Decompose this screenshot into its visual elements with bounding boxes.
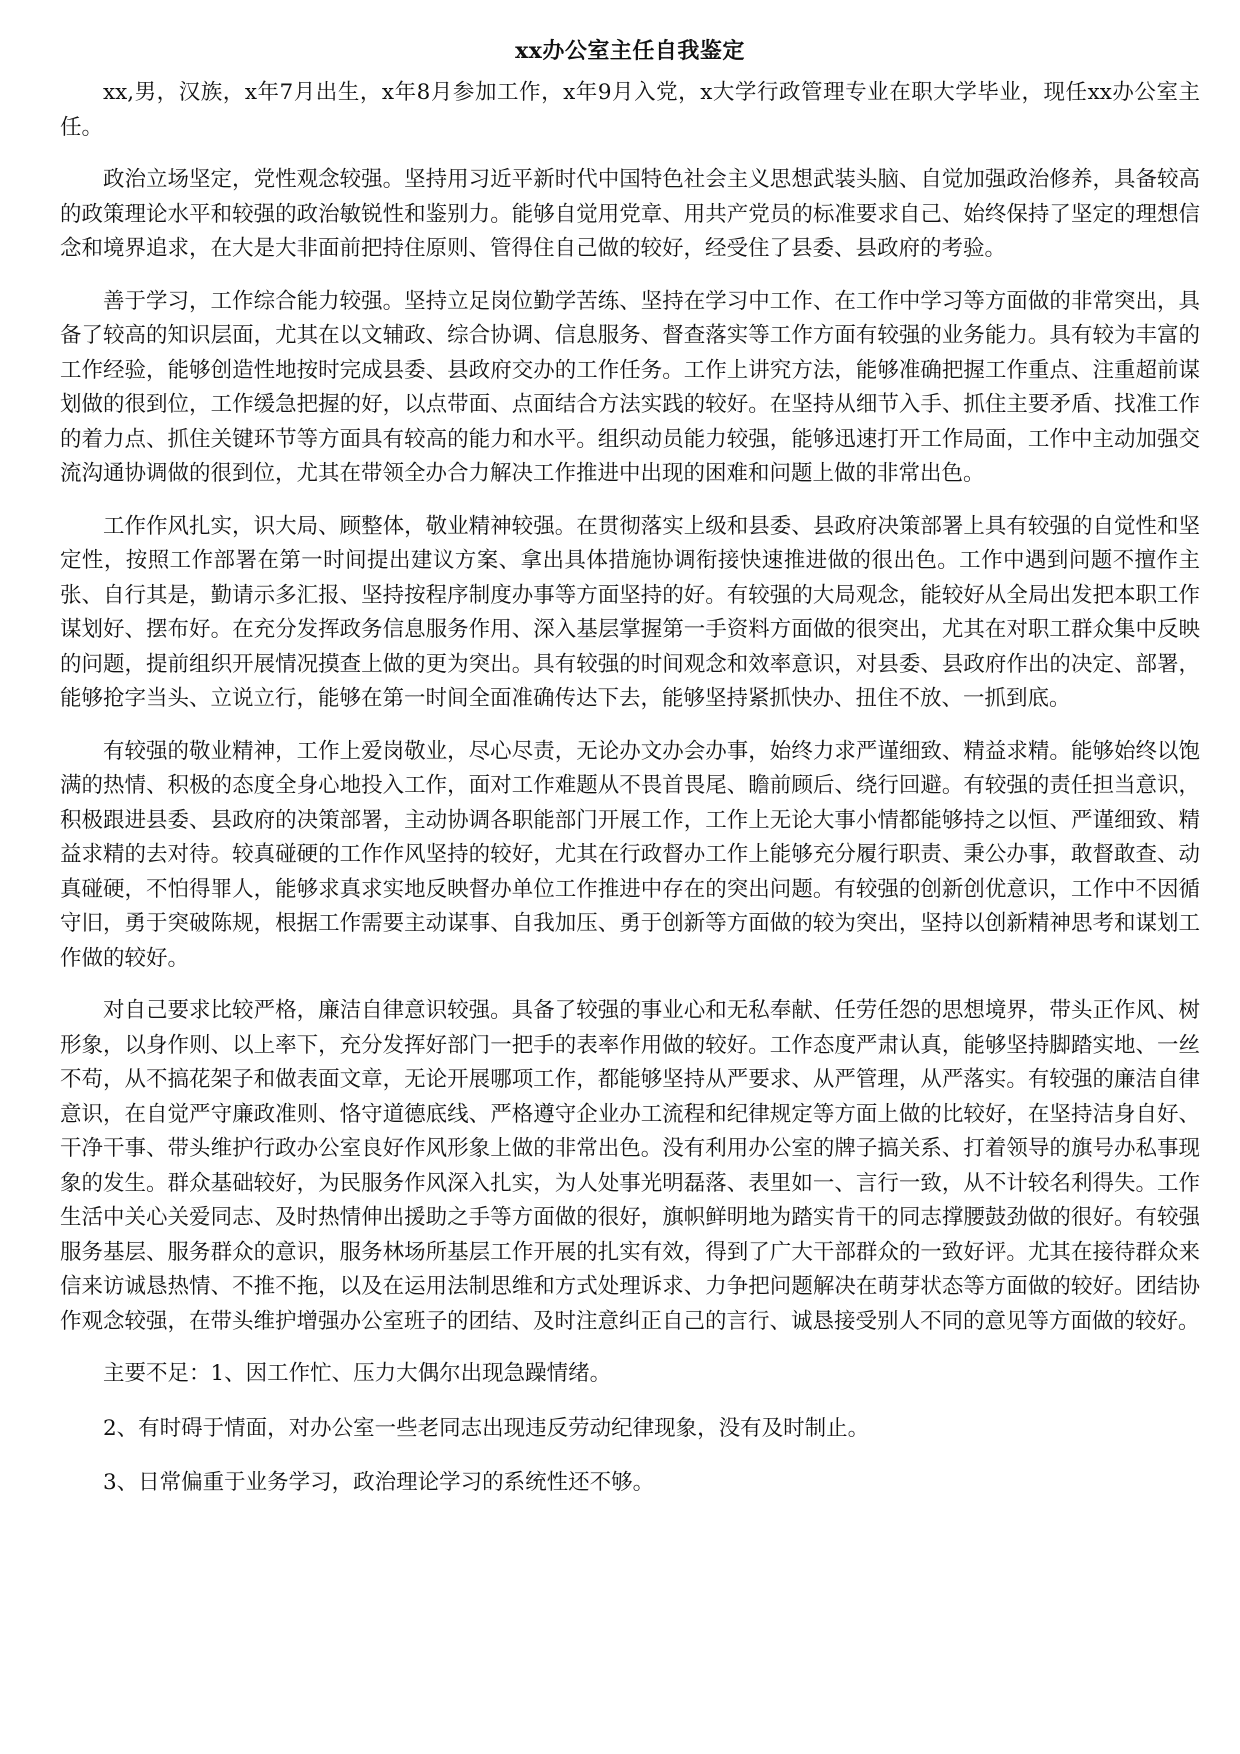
paragraph-shortcoming-3: 3、日常偏重于业务学习，政治理论学习的系统性还不够。 [103, 1470, 655, 1495]
paragraph-personal-info: xx,男，汉族，x年7月出生，x年8月参加工作，x年9月入党，x大学行政管理专业在职大学毕业，现任xx办公室主任。 [60, 80, 1200, 140]
paragraph-learning-ability: 善于学习，工作综合能力较强。坚持立足岗位勤学苦练、坚持在学习中工作、在工作中学习等方面做的非常突出，具备了较高的知识层面，尤其在以文辅政、综合协调、信息服务、督查落实等工作方面有较强的业务能力。具有较为丰富的工作经验，能够创造性地按时完成县委、县政府交办的工作任务。工作上讲究方法，能够准确把握工作重点、注重超前谋划做的很到位，工作缓急把握的好，以点带面、点面结合方法实践的较好。在坚持从细节入手、抓住主要矛盾、找准工作的着力点、抓住关键环节等方面具有较高的能力和水平。组织动员能力较强，能够迅速打开工作局面，工作中主动加强交流沟通协调做的很到位，尤其在带领全办合力解决工作推进中出现的困难和问题上做的非常出色。 [60, 288, 1200, 486]
paragraph-dedication: 有较强的敬业精神，工作上爱岗敬业，尽心尽责，无论办文办会办事，始终力求严谨细致、精益求精。能够始终以饱满的热情、积极的态度全身心地投入工作，面对工作难题从不畏首畏尾、瞻前顾后、绕行回避。有较强的责任担当意识，积极跟进县委、县政府的决策部署，主动协调各职能部门开展工作，工作上无论大事小情都能够持之以恒、严谨细致、精益求精的去对待。较真碰硬的工作作风坚持的较好，尤其在行政督办工作上能够充分履行职责、秉公办事，敢督敢查、动真碰硬，不怕得罪人，能够求真求实地反映督办单位工作推进中存在的突出问题。有较强的创新创优意识，工作中不因循守旧，勇于突破陈规，根据工作需要主动谋事、自我加压、勇于创新等方面做的较为突出，坚持以创新精神思考和谋划工作做的较好。 [60, 738, 1200, 971]
document-page [60, 34, 1200, 1724]
paragraph-work-style: 工作作风扎实，识大局、顾整体，敬业精神较强。在贯彻落实上级和县委、县政府决策部署上具有较强的自觉性和坚定性，按照工作部署在第一时间提出建议方案、拿出具体措施协调衔接快速推进做的很出色。工作中遇到问题不擅作主张、自行其是，勤请示多汇报、坚持按程序制度办事等方面坚持的好。有较强的大局观念，能较好从全局出发把本职工作谋划好、摆布好。在充分发挥政务信息服务作用、深入基层掌握第一手资料方面做的很突出，尤其在对职工群众集中反映的问题，提前组织开展情况摸查上做的更为突出。具有较强的时间观念和效率意识，对县委、县政府作出的决定、部署，能够抢字当头、立说立行，能够在第一时间全面准确传达下去，能够坚持紧抓快办、扭住不放、一抓到底。 [60, 513, 1200, 711]
paragraph-self-discipline: 对自己要求比较严格，廉洁自律意识较强。具备了较强的事业心和无私奉献、任劳任怨的思想境界，带头正作风、树形象，以身作则、以上率下，充分发挥好部门一把手的表率作用做的较好。工作态度严肃认真，能够坚持脚踏实地、一丝不苟，从不搞花架子和做表面文章，无论开展哪项工作，都能够坚持从严要求、从严管理，从严落实。有较强的廉洁自律意识，在自觉严守廉政准则、恪守道德底线、严格遵守企业办工流程和纪律规定等方面上做的比较好，在坚持洁身自好、干净干事、带头维护行政办公室良好作风形象上做的非常出色。没有利用办公室的牌子搞关系、打着领导的旗号办私事现象的发生。群众基础较好，为民服务作风深入扎实，为人处事光明磊落、表里如一、言行一致，从不计较名利得失。工作生活中关心关爱同志、及时热情伸出援助之手等方面做的很好，旗帜鲜明地为踏实肯干的同志撑腰鼓劲做的很好。有较强服务基层、服务群众的意识，服务林场所基层工作开展的扎实有效，得到了广大干部群众的一致好评。尤其在接待群众来信来访诚恳热情、不推不拖，以及在运用法制思维和方式处理诉求、力争把问题解决在萌芽状态等方面做的较好。团结协作观念较强，在带头维护增强办公室班子的团结、及时注意纠正自己的言行、诚恳接受别人不同的意见等方面做的较好。 [60, 998, 1200, 1334]
document-title: xx办公室主任自我鉴定 [515, 38, 745, 64]
paragraph-political-stance: 政治立场坚定，党性观念较强。坚持用习近平新时代中国特色社会主义思想武装头脑、自觉加强政治修养，具备较高的政策理论水平和较强的政治敏锐性和鉴别力。能够自觉用党章、用共产党员的标准要求自己、始终保持了坚定的理想信念和境界追求，在大是大非面前把持住原则、管得住自己做的较好，经受住了县委、县政府的考验。 [60, 167, 1200, 261]
paragraph-shortcoming-1: 主要不足：1、因工作忙、压力大偶尔出现急躁情绪。 [103, 1361, 612, 1386]
paragraph-shortcoming-2: 2、有时碍于情面，对办公室一些老同志出现违反劳动纪律现象，没有及时制止。 [103, 1415, 870, 1441]
